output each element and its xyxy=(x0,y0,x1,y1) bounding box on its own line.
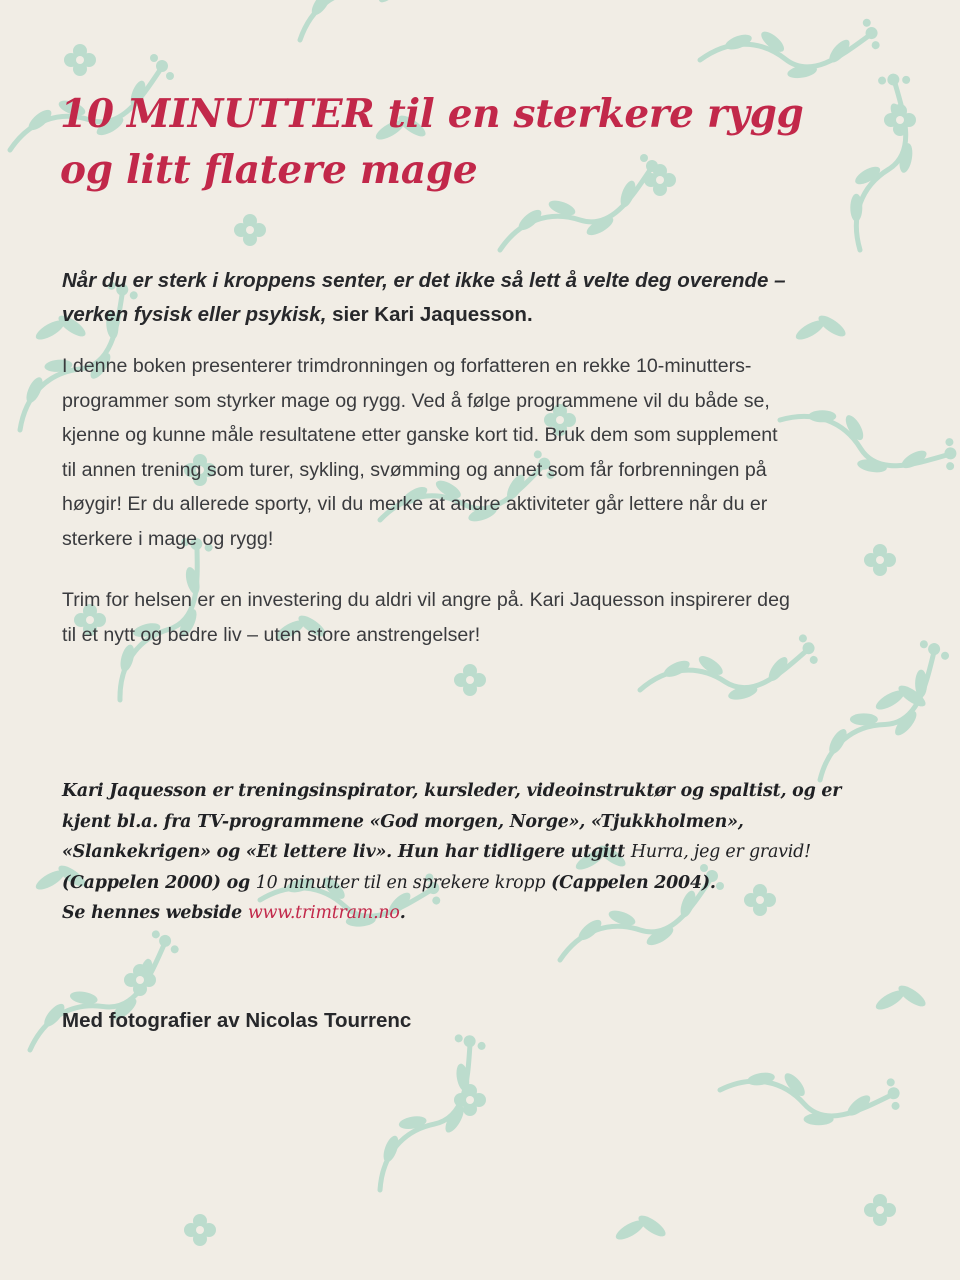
lead-quote xyxy=(62,264,922,332)
bio-line-4-text: (Cappelen 2000) og xyxy=(62,872,256,893)
bio-line-1: Kari Jaquesson er treningsinspirator, kursleder, videoinstruktør og spaltist, og er xyxy=(62,781,842,801)
bio-line-2: kjent bl.a. fra TV-programmene «God morgen, Norge», «Tjukkholmen», xyxy=(62,811,744,832)
book-title-10-minutter: 10 minutter til en sprekere kropp xyxy=(255,872,546,893)
paragraph-2-line: Trim for helsen er en investering du aldri vil angre på. Kari Jaquesson inspirerer deg xyxy=(62,589,790,611)
bio-line-4-publisher: (Cappelen 2004). xyxy=(545,872,716,893)
bio-line-5-text: Se hennes webside xyxy=(62,903,248,923)
paragraph-1-line: høygir! Er du allerede sporty, vil du merke at andre aktiviteter går lettere når du er xyxy=(62,493,768,515)
photo-credit: Med fotografier av Nicolas Tourrenc xyxy=(62,1009,412,1032)
author-bio xyxy=(62,776,932,929)
paragraph-1-line: I denne boken presenterer trimdronningen og forfatteren en rekke 10-minutters- xyxy=(62,355,752,377)
lead-line-2-quote: verken fysisk eller psykisk, xyxy=(62,303,327,326)
lead-line-2-attribution: sier Kari Jaquesson. xyxy=(326,303,533,326)
website-link[interactable]: www.trimtram.no xyxy=(247,903,400,923)
cover-title xyxy=(60,86,920,198)
description-paragraph-2 xyxy=(62,583,932,652)
paragraph-2-line: til et nytt og bedre liv – uten store anstrengelser! xyxy=(62,623,481,646)
paragraph-1-line: til annen trening som turer, sykling, svømming og annet som får forbrenningen på xyxy=(62,458,767,481)
bio-line-3-text: «Slankekrigen» og «Et lettere liv». Hun har tidligere utgitt xyxy=(62,842,631,862)
lead-line-1: Når du er sterk i kroppens senter, er det ikke så lett å velte deg overende – xyxy=(62,269,786,292)
title-line-2: og litt flatere mage xyxy=(60,147,478,193)
book-title-hurra: Hurra, jeg er gravid! xyxy=(630,842,811,862)
paragraph-1-line: programmer som styrker mage og rygg. Ved å følge programmene vil du både se, xyxy=(62,389,770,412)
description-paragraph-1 xyxy=(62,349,932,556)
paragraph-1-line: kjenne og kunne måle resultatene etter ganske kort tid. Bruk dem som supplement xyxy=(62,424,778,446)
title-line-1: 10 MINUTTER til en sterkere rygg xyxy=(60,91,804,137)
bio-line-5-period: . xyxy=(399,903,406,923)
paragraph-1-line: sterkere i mage og rygg! xyxy=(62,527,274,550)
